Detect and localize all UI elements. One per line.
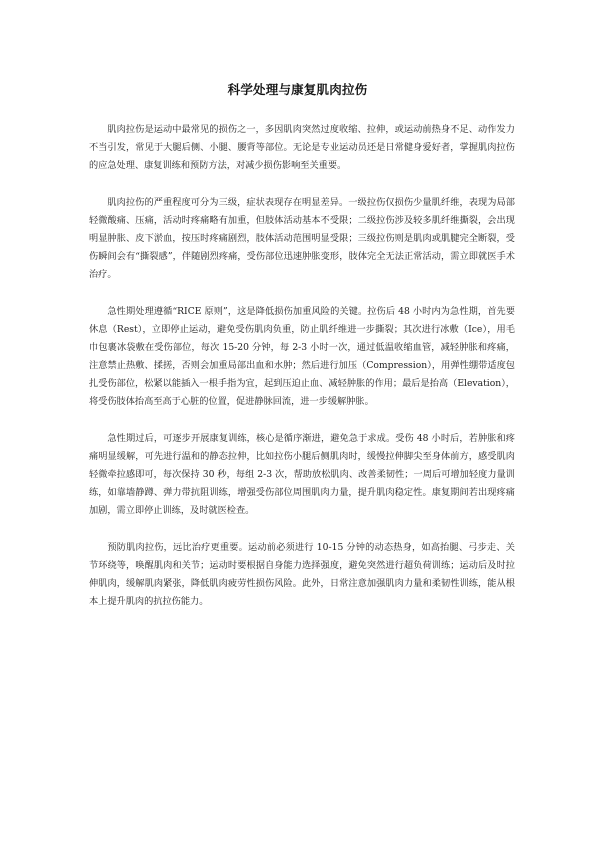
paragraph-rehabilitation: 急性期过后，可逐步开展康复训练，核心是循序渐进，避免急于求成。受伤 48 小时后，若肿胀和疼痛明显缓解，可先进行温和的静态拉伸，比如拉伤小腿后侧肌肉时，缓慢拉伸脚尖至身体前方，感受肌肉轻微牵拉感即可，每次保持 30 秒，每组 2-3 次，帮助放松肌肉、改善柔韧性；一周后可增加轻度力量训练，如靠墙静蹲、弹力带抗阻训练，增强受伤部位周围肌肉力量，提升肌肉稳定性。康复期间若出现疼痛加剧，需立即停止训练，及时就医检查。: [89, 433, 515, 516]
paragraph-severity: 肌肉拉伤的严重程度可分为三级，症状表现存在明显差异。一级拉伤仅损伤少量肌纤维，表现为局部轻微酸痛、压痛，活动时疼痛略有加重，但肢体活动基本不受限；二级拉伤涉及较多肌纤维撕裂，会出现明显肿胀、皮下淤血，按压时疼痛剧烈，肢体活动范围明显受限；三级拉伤则是肌肉或肌腱完全断裂，受伤瞬间会有“撕裂感”，伴随剧烈疼痛，受伤部位迅速肿胀变形，肢体完全无法正常活动，需立即就医手术治疗。: [89, 197, 515, 280]
paragraph-intro: 肌肉拉伤是运动中最常见的损伤之一，多因肌肉突然过度收缩、拉伸，或运动前热身不足、动作发力不当引发，常见于大腿后侧、小腿、腰背等部位。无论是专业运动员还是日常健身爱好者，掌握肌肉拉伤的应急处理、康复训练和预防方法，对减少损伤影响至关重要。: [89, 124, 515, 171]
document-title: 科学处理与康复肌肉拉伤: [227, 82, 368, 97]
paragraph-acute-care: 急性期处理遵循“RICE 原则”，这是降低损伤加重风险的关键。拉伤后 48 小时内为急性期，首先要休息（Rest），立即停止运动，避免受伤肌肉负重，防止肌纤维进一步撕裂；其次进行冰敷（Ice），用毛巾包裹冰袋敷在受伤部位，每次 15-20 分钟，每 2-3 小时一次，通过低温收缩血管，减轻肿胀和疼痛，注意禁止热敷、揉搓，否则会加重局部出血和水肿；然后进行加压（Compression），用弹性绷带适度包扎受伤部位，松紧以能插入一根手指为宜，起到压迫止血、减轻肿胀的作用；最后是抬高（Elevation），将受伤肢体抬高至高于心脏的位置，促进静脉回流，进一步缓解肿胀。: [89, 306, 515, 407]
paragraph-prevention: 预防肌肉拉伤，远比治疗更重要。运动前必须进行 10-15 分钟的动态热身，如高抬腿、弓步走、关节环绕等，唤醒肌肉和关节；运动时要根据自身能力选择强度，避免突然进行超负荷训练；运动后及时拉伸肌肉，缓解肌肉紧张，降低肌肉疲劳性损伤风险。此外，日常注意加强肌肉力量和柔韧性训练，能从根本上提升肌肉的抗拉伤能力。: [89, 542, 515, 607]
document-body: [89, 121, 515, 630]
